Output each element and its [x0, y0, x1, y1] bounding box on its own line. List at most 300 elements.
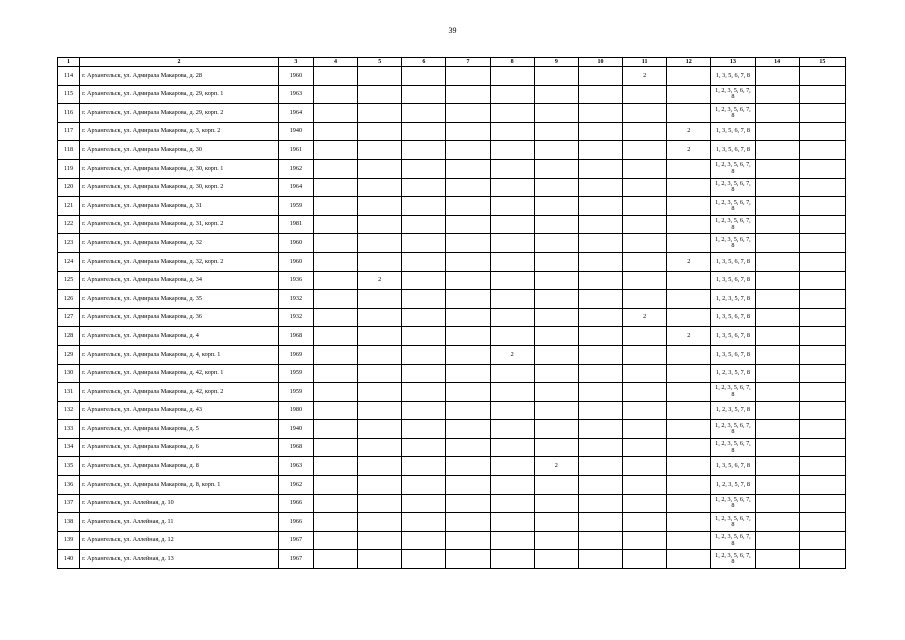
col-6-cell [402, 531, 446, 550]
col-7-cell [446, 104, 490, 123]
year-cell: 1962 [278, 159, 313, 178]
col-4-cell [313, 178, 357, 197]
col-6-cell [402, 438, 446, 457]
row-number: 123 [58, 234, 80, 253]
col-6-cell [402, 67, 446, 86]
col-8-cell [490, 327, 534, 346]
address-cell: г. Архангельск, ул. Адмирала Макарова, д. 30, корп. 1 [80, 159, 279, 178]
row-number: 122 [58, 215, 80, 234]
col-11-cell [623, 122, 667, 141]
col-11-cell [623, 85, 667, 104]
col-12-cell [667, 159, 711, 178]
col-10-cell [578, 67, 622, 86]
col-7-cell [446, 401, 490, 420]
address-cell: г. Архангельск, ул. Адмирала Макарова, д. 30 [80, 141, 279, 160]
col-14-cell [755, 494, 799, 513]
col-15-cell [799, 401, 845, 420]
table-row [58, 159, 846, 178]
col-8-cell [490, 383, 534, 402]
col-4-cell [313, 252, 357, 271]
codes-cell: 1, 3, 5, 6, 7, 8 [711, 122, 755, 141]
row-number: 140 [58, 550, 80, 569]
address-cell: г. Архангельск, ул. Адмирала Макарова, д. 42, корп. 2 [80, 383, 279, 402]
col-9-cell [534, 438, 578, 457]
col-7-cell [446, 457, 490, 476]
col-7-cell [446, 290, 490, 309]
address-cell: г. Архангельск, ул. Адмирала Макарова, д. 30, корп. 2 [80, 178, 279, 197]
col-10-cell [578, 271, 622, 290]
col-8-cell [490, 420, 534, 439]
address-cell: г. Архангельск, ул. Адмирала Макарова, д. 6 [80, 438, 279, 457]
col-12-cell [667, 345, 711, 364]
year-cell: 1962 [278, 476, 313, 495]
col-14-cell [755, 476, 799, 495]
col-4-cell [313, 271, 357, 290]
col-12-cell [667, 104, 711, 123]
table-row [58, 383, 846, 402]
col-4-cell [313, 290, 357, 309]
col-5-cell [358, 159, 402, 178]
codes-cell: 1, 3, 5, 6, 7, 8 [711, 252, 755, 271]
table-row [58, 290, 846, 309]
col-11-cell [623, 494, 667, 513]
col-5-cell [358, 513, 402, 532]
col-9-cell: 2 [534, 457, 578, 476]
column-header-3: 3 [278, 58, 313, 67]
col-11-cell [623, 271, 667, 290]
column-header-1: 1 [58, 58, 80, 67]
col-5-cell [358, 252, 402, 271]
col-14-cell [755, 308, 799, 327]
table-row [58, 85, 846, 104]
col-9-cell [534, 345, 578, 364]
col-14-cell [755, 159, 799, 178]
col-9-cell [534, 531, 578, 550]
col-9-cell [534, 308, 578, 327]
year-cell: 1969 [278, 345, 313, 364]
col-12-cell [667, 85, 711, 104]
col-14-cell [755, 327, 799, 346]
col-12-cell [667, 364, 711, 383]
table-row [58, 178, 846, 197]
col-6-cell [402, 383, 446, 402]
col-10-cell [578, 104, 622, 123]
col-7-cell [446, 345, 490, 364]
col-4-cell [313, 420, 357, 439]
col-14-cell [755, 234, 799, 253]
col-4-cell [313, 308, 357, 327]
address-cell: г. Архангельск, ул. Адмирала Макарова, д. 8, корп. 1 [80, 476, 279, 495]
col-15-cell [799, 67, 845, 86]
year-cell: 1964 [278, 104, 313, 123]
col-4-cell [313, 85, 357, 104]
address-cell: г. Архангельск, ул. Адмирала Макарова, д. 5 [80, 420, 279, 439]
col-14-cell [755, 457, 799, 476]
col-6-cell [402, 420, 446, 439]
col-6-cell [402, 513, 446, 532]
column-header-11: 11 [623, 58, 667, 67]
col-6-cell [402, 104, 446, 123]
col-7-cell [446, 252, 490, 271]
col-12-cell [667, 67, 711, 86]
col-14-cell [755, 85, 799, 104]
col-6-cell [402, 197, 446, 216]
address-cell: г. Архангельск, ул. Аллейная, д. 10 [80, 494, 279, 513]
col-9-cell [534, 550, 578, 569]
col-8-cell [490, 290, 534, 309]
col-11-cell [623, 141, 667, 160]
address-cell: г. Архангельск, ул. Адмирала Макарова, д. 32 [80, 234, 279, 253]
col-5-cell [358, 531, 402, 550]
table-row [58, 215, 846, 234]
year-cell: 1966 [278, 513, 313, 532]
col-15-cell [799, 290, 845, 309]
col-7-cell [446, 67, 490, 86]
col-10-cell [578, 308, 622, 327]
col-12-cell: 2 [667, 252, 711, 271]
table-row [58, 234, 846, 253]
year-cell: 1932 [278, 290, 313, 309]
table-row [58, 550, 846, 569]
col-12-cell: 2 [667, 327, 711, 346]
col-9-cell [534, 252, 578, 271]
col-7-cell [446, 494, 490, 513]
year-cell: 1966 [278, 494, 313, 513]
col-10-cell [578, 550, 622, 569]
col-11-cell [623, 327, 667, 346]
address-cell: г. Архангельск, ул. Адмирала Макарова, д. 35 [80, 290, 279, 309]
row-number: 115 [58, 85, 80, 104]
col-4-cell [313, 494, 357, 513]
col-11-cell [623, 550, 667, 569]
col-10-cell [578, 364, 622, 383]
col-5-cell [358, 178, 402, 197]
col-4-cell [313, 476, 357, 495]
col-10-cell [578, 141, 622, 160]
col-10-cell [578, 420, 622, 439]
col-10-cell [578, 197, 622, 216]
row-number: 128 [58, 327, 80, 346]
col-9-cell [534, 401, 578, 420]
col-5-cell [358, 364, 402, 383]
row-number: 124 [58, 252, 80, 271]
header-row [58, 58, 846, 67]
col-7-cell [446, 476, 490, 495]
col-5-cell [358, 215, 402, 234]
col-10-cell [578, 438, 622, 457]
year-cell: 1940 [278, 122, 313, 141]
col-12-cell: 2 [667, 122, 711, 141]
address-cell: г. Архангельск, ул. Адмирала Макарова, д. 31 [80, 197, 279, 216]
col-7-cell [446, 513, 490, 532]
col-4-cell [313, 67, 357, 86]
col-5-cell [358, 234, 402, 253]
row-number: 117 [58, 122, 80, 141]
col-12-cell [667, 457, 711, 476]
codes-cell: 1, 3, 5, 6, 7, 8 [711, 271, 755, 290]
col-14-cell [755, 178, 799, 197]
address-cell: г. Архангельск, ул. Аллейная, д. 12 [80, 531, 279, 550]
column-header-13: 13 [711, 58, 755, 67]
col-4-cell [313, 159, 357, 178]
col-6-cell [402, 252, 446, 271]
col-11-cell [623, 178, 667, 197]
col-6-cell [402, 364, 446, 383]
col-14-cell [755, 122, 799, 141]
year-cell: 1963 [278, 85, 313, 104]
row-number: 130 [58, 364, 80, 383]
housing-register-table [57, 57, 846, 569]
table-row [58, 67, 846, 86]
col-11-cell [623, 159, 667, 178]
col-8-cell [490, 308, 534, 327]
col-9-cell [534, 159, 578, 178]
col-12-cell: 2 [667, 141, 711, 160]
column-header-14: 14 [755, 58, 799, 67]
col-11-cell [623, 420, 667, 439]
col-4-cell [313, 457, 357, 476]
col-4-cell [313, 197, 357, 216]
col-5-cell: 2 [358, 271, 402, 290]
col-10-cell [578, 85, 622, 104]
col-12-cell [667, 420, 711, 439]
col-8-cell [490, 215, 534, 234]
col-6-cell [402, 308, 446, 327]
col-15-cell [799, 494, 845, 513]
col-15-cell [799, 531, 845, 550]
row-number: 132 [58, 401, 80, 420]
col-5-cell [358, 197, 402, 216]
year-cell: 1968 [278, 438, 313, 457]
col-15-cell [799, 513, 845, 532]
column-header-5: 5 [358, 58, 402, 67]
col-15-cell [799, 234, 845, 253]
col-8-cell [490, 271, 534, 290]
row-number: 125 [58, 271, 80, 290]
column-header-15: 15 [799, 58, 845, 67]
col-10-cell [578, 327, 622, 346]
column-header-8: 8 [490, 58, 534, 67]
codes-cell: 1, 3, 5, 6, 7, 8 [711, 457, 755, 476]
col-6-cell [402, 476, 446, 495]
col-14-cell [755, 67, 799, 86]
col-6-cell [402, 401, 446, 420]
col-8-cell [490, 531, 534, 550]
year-cell: 1967 [278, 531, 313, 550]
table-row [58, 141, 846, 160]
col-9-cell [534, 67, 578, 86]
col-9-cell [534, 141, 578, 160]
col-9-cell [534, 420, 578, 439]
codes-cell: 1, 2, 3, 5, 7, 8 [711, 476, 755, 495]
codes-cell: 1, 3, 5, 6, 7, 8 [711, 308, 755, 327]
col-11-cell [623, 252, 667, 271]
col-7-cell [446, 550, 490, 569]
col-4-cell [313, 141, 357, 160]
col-15-cell [799, 383, 845, 402]
col-10-cell [578, 290, 622, 309]
col-6-cell [402, 457, 446, 476]
col-11-cell [623, 438, 667, 457]
col-12-cell [667, 476, 711, 495]
col-7-cell [446, 383, 490, 402]
col-5-cell [358, 290, 402, 309]
col-15-cell [799, 104, 845, 123]
year-cell: 1960 [278, 252, 313, 271]
table-row [58, 364, 846, 383]
col-11-cell [623, 215, 667, 234]
col-10-cell [578, 494, 622, 513]
col-11-cell [623, 457, 667, 476]
codes-cell: 1, 3, 5, 6, 7, 8 [711, 327, 755, 346]
col-15-cell [799, 122, 845, 141]
row-number: 134 [58, 438, 80, 457]
row-number: 136 [58, 476, 80, 495]
col-14-cell [755, 141, 799, 160]
col-4-cell [313, 234, 357, 253]
column-header-4: 4 [313, 58, 357, 67]
col-9-cell [534, 290, 578, 309]
year-cell: 1936 [278, 271, 313, 290]
col-5-cell [358, 420, 402, 439]
col-10-cell [578, 178, 622, 197]
col-8-cell [490, 104, 534, 123]
table-body [58, 67, 846, 569]
col-15-cell [799, 159, 845, 178]
codes-cell: 1, 2, 3, 5, 7, 8 [711, 401, 755, 420]
row-number: 116 [58, 104, 80, 123]
column-header-2: 2 [80, 58, 279, 67]
col-8-cell [490, 122, 534, 141]
col-15-cell [799, 345, 845, 364]
table-row [58, 494, 846, 513]
row-number: 126 [58, 290, 80, 309]
col-10-cell [578, 159, 622, 178]
col-4-cell [313, 531, 357, 550]
row-number: 138 [58, 513, 80, 532]
col-12-cell [667, 438, 711, 457]
col-11-cell [623, 401, 667, 420]
year-cell: 1940 [278, 420, 313, 439]
col-7-cell [446, 159, 490, 178]
col-14-cell [755, 290, 799, 309]
col-15-cell [799, 252, 845, 271]
address-cell: г. Архангельск, ул. Адмирала Макарова, д. 43 [80, 401, 279, 420]
col-4-cell [313, 401, 357, 420]
col-15-cell [799, 476, 845, 495]
col-10-cell [578, 531, 622, 550]
year-cell: 1959 [278, 364, 313, 383]
col-10-cell [578, 234, 622, 253]
codes-cell: 1, 2, 3, 5, 6, 7, 8 [711, 420, 755, 439]
address-cell: г. Архангельск, ул. Адмирала Макарова, д. 4 [80, 327, 279, 346]
col-6-cell [402, 141, 446, 160]
col-15-cell [799, 215, 845, 234]
table-row [58, 420, 846, 439]
col-8-cell [490, 438, 534, 457]
col-15-cell [799, 178, 845, 197]
col-12-cell [667, 513, 711, 532]
col-14-cell [755, 104, 799, 123]
col-8-cell [490, 234, 534, 253]
column-header-6: 6 [402, 58, 446, 67]
col-15-cell [799, 438, 845, 457]
col-8-cell [490, 401, 534, 420]
year-cell: 1968 [278, 327, 313, 346]
codes-cell: 1, 2, 3, 5, 6, 7, 8 [711, 178, 755, 197]
col-11-cell [623, 531, 667, 550]
address-cell: г. Архангельск, ул. Аллейная, д. 13 [80, 550, 279, 569]
codes-cell: 1, 2, 3, 5, 6, 7, 8 [711, 383, 755, 402]
row-number: 120 [58, 178, 80, 197]
col-7-cell [446, 197, 490, 216]
col-4-cell [313, 550, 357, 569]
col-11-cell [623, 513, 667, 532]
codes-cell: 1, 2, 3, 5, 6, 7, 8 [711, 494, 755, 513]
col-5-cell [358, 550, 402, 569]
codes-cell: 1, 2, 3, 5, 6, 7, 8 [711, 197, 755, 216]
table-row [58, 271, 846, 290]
page-number: 39 [448, 26, 457, 35]
col-14-cell [755, 401, 799, 420]
col-14-cell [755, 271, 799, 290]
table-row [58, 531, 846, 550]
col-7-cell [446, 420, 490, 439]
row-number: 135 [58, 457, 80, 476]
address-cell: г. Архангельск, ул. Адмирала Макарова, д. 36 [80, 308, 279, 327]
col-7-cell [446, 364, 490, 383]
col-6-cell [402, 271, 446, 290]
col-9-cell [534, 513, 578, 532]
col-4-cell [313, 327, 357, 346]
codes-cell: 1, 2, 3, 5, 6, 7, 8 [711, 438, 755, 457]
table-row [58, 438, 846, 457]
col-7-cell [446, 438, 490, 457]
col-5-cell [358, 438, 402, 457]
year-cell: 1932 [278, 308, 313, 327]
col-6-cell [402, 234, 446, 253]
col-7-cell [446, 178, 490, 197]
col-4-cell [313, 122, 357, 141]
col-8-cell [490, 494, 534, 513]
col-12-cell [667, 531, 711, 550]
col-12-cell [667, 178, 711, 197]
table-row [58, 345, 846, 364]
col-14-cell [755, 345, 799, 364]
col-14-cell [755, 550, 799, 569]
address-cell: г. Архангельск, ул. Адмирала Макарова, д. 29, корп. 2 [80, 104, 279, 123]
col-4-cell [313, 104, 357, 123]
year-cell: 1964 [278, 178, 313, 197]
year-cell: 1967 [278, 550, 313, 569]
codes-cell: 1, 2, 3, 5, 6, 7, 8 [711, 104, 755, 123]
col-15-cell [799, 420, 845, 439]
codes-cell: 1, 3, 5, 6, 7, 8 [711, 67, 755, 86]
col-12-cell [667, 550, 711, 569]
row-number: 137 [58, 494, 80, 513]
col-9-cell [534, 178, 578, 197]
col-5-cell [358, 383, 402, 402]
table-row [58, 308, 846, 327]
col-5-cell [358, 308, 402, 327]
col-12-cell [667, 271, 711, 290]
address-cell: г. Архангельск, ул. Адмирала Макарова, д. 8 [80, 457, 279, 476]
col-9-cell [534, 271, 578, 290]
col-5-cell [358, 494, 402, 513]
address-cell: г. Архангельск, ул. Адмирала Макарова, д. 32, корп. 2 [80, 252, 279, 271]
col-11-cell [623, 364, 667, 383]
col-11-cell: 2 [623, 308, 667, 327]
